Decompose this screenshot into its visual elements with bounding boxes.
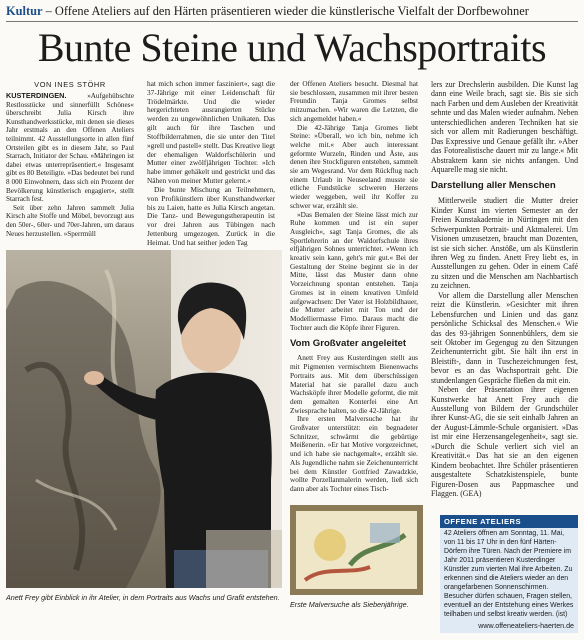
article-column-4 xyxy=(431,80,578,498)
paragraph: Die bunte Mischung an Teilnehmern, von Profikünstlern über Kunsthandwerker bis zu Laien, hatte es Julia Kirsch angetan. Die Tanz- und Bewegungstherapeutin ist vor drei Jahren aus Tübingen nach Jettenburg umgezogen. Zurück in die Heimat. Und hat seither jeden Tag xyxy=(147,184,275,247)
byline: VON INES STÖHR xyxy=(34,80,106,89)
article-column-1 xyxy=(6,92,134,238)
info-box-title: OFFENE ATELIERS xyxy=(440,515,578,528)
photo-caption-small: Erste Malversuche als Siebenjährige. xyxy=(290,600,409,609)
header-rule xyxy=(6,21,578,22)
paragraph: der Offenen Ateliers besucht. Diesmal hat sie beschlossen, zusammen mit ihrer besten Freundin Tanja Gromes selbst mitzumachen. »Wir waren die Letzten, die sich angemeldet haben.« xyxy=(290,80,418,123)
paragraph: Ihre ersten Malversuche hat ihr Großvater unterstützt: ein begnadeter Schnitzer, schwärmt die gebürtige Meißenerin. »Er hat Motive vorgezeichnet, und ich habe sie nachgemalt«, erzählt sie. Als Jugendliche nahm sie Zeichenunterricht bei dem Künstler Gottfried Zawadzkie, wollte Porzellanmalerin werden, ließ sich dann aber als Tochter eines Tisch- xyxy=(290,415,418,493)
subheading: Darstellung aller Menschen xyxy=(431,180,556,192)
section-header xyxy=(6,2,578,20)
info-box xyxy=(440,515,578,633)
article-column-2 xyxy=(147,80,275,248)
section-subtitle: – Offene Ateliers auf den Härten präsentieren wieder die künstlerische Vielfalt der Dorfbewohner xyxy=(45,4,529,18)
paragraph: »Das Bemalen der Steine lässt mich zur Ruhe kommen und ist ein super Ausgleich«, sagt Tanja Gromes, die als Sportlehrerin an der Waldorfschule ihres elfjährigen Sohnes unterrichtet. »Wenn ich kreativ sein kann, geht's mir gut.« Bei der Gestaltung der Steine beginnt sie in der Mitte, lässt das Muster dann ohne Vorzeichnung spontan entstehen. Tanja Gromes ist in einem kreativen Umfeld aufgewachsen: Der Vater ist Holzbildhauer, die Mutter arbeitet mit Ton und der Modelliermasse Fimo. Daraus macht die Tochter auch die Köpfe ihrer Figuren. xyxy=(290,210,418,332)
paragraph: Neben der Präsentation ihrer eigenen Kunstwerke hat Anett Frey auch die Ausstellung von Bildern der Grundschüler ihrer Kunst-AG, die sie seit einhalb Jahren an der August-Lämmle-Schule organisiert. »Das ist mir eine Herzensangelegenheit«, sagt sie. »Durch die Schule verliert sich viel an Kreativität.« Das hat sie an den eigenen Kindern beobachtet. Ihre Schüler präsentieren ausgestaltete Schatzkistenspiele, bunte Figuren-Dosen aus Pappmaschee und Flaggen. (GEA) xyxy=(431,385,578,498)
article-column-3 xyxy=(290,80,418,494)
paragraph: Vor allem die Darstellung aller Menschen reizt die Künstlerin. »Gesichter mit ihren Lebensfurchen und Linien und das ganz persönliche Schicksal des Menschen.« Wie das des 93-jährigen Sonnenbühlers, dem sie seit Oktober im Gegengug zu den Sitzungen Zeichenunterricht gibt. Sie hält ihn erst in Bleistift-, dann in Tuschezeichnungen fest, bevor es an das Wachsportrait geht. Die stundenlangen Gespräche fließen da mit ein. xyxy=(431,290,578,385)
artist-photo-illustration xyxy=(6,250,282,588)
paragraph: hat mich schon immer fasziniert«, sagt die 37-Jährige mit einer Leidenschaft für Trödelmärkte. Und die wieder hergerichteten ausrangierten Stücke werden zu ungewöhnlichen Unikaten. Das gilt auch für ihre Taschen und Stoffbilderrahmen, die sie unter den Titel »grell und pastell« stellt. Das Kreative liegt der ehemaligen Waldorfschülerin und Mutter einer zwölfjährigen Tochter. »Ich habe immer gehäkelt und gestrickt und das Nähen von meiner Mutter gelernt.« xyxy=(147,79,275,186)
paragraph-text: »Aufgehübschte Restlosstücke und sinnerfüllt Schönes« überschreibt Julia Kirsch ihre Kunsthandwerksstücke, mit denen sie dieses Jahr erstmals an den Offenen Ateliers teilnimmt. 42 Ausstellungsorte in allen fünf Ortsteilen gibt es in diesem Jahr, so Paul Starrach, Initiator der Schau. »Mähringen ist dabei etwas unterrepräsentiert.« Insgesamt gibt es 80 Beteiligte. »Das bedeutet bei rund 8 000 Einwohnern, dass sich ein Prozent der Bevölkerung künstlerisch engagiert«, stellt Starrach fest. xyxy=(6,92,134,204)
info-box-text: 42 Ateliers öffnen am Sonntag, 11. Mai, von 11 bis 17 Uhr in den fünf Härten-Dörfern ihre Türen. Nach der Premiere im Jahr 2011 präsentieren Kusterdinger Künstler zum vierten Mal ihre Arbeiten. Zu erkennen sind die Ateliers wieder an den orangefarbenen Sonnenschirmen. Besucher dürfen schauen, Fragen stellen, eventuell an der Entstehung eines Werkes teilhaben und selbst kreativ werden. (ist) xyxy=(444,530,574,618)
section-category: Kultur xyxy=(6,4,43,18)
childhood-drawing-illustration xyxy=(290,505,423,595)
photo-caption: Anett Frey gibt Einblick in ihr Atelier, in dem Portraits aus Wachs und Grafit entstehen. xyxy=(6,593,280,602)
paragraph: lers zur Drechslerin ausbilden. Die Kunst lag dann eine Weile brach, sagt sie. Bis sie sich nach Farben und dem Ausleben der Kreativität sehnte und das Malen wieder aufnahm. Neben unterschiedlichen anderen Techniken hat sie sich vor allem mit Radierungen beschäftigt. Das Expressive und Genaue gefällt ihr. »Aber das Fotorealistische dauert mir zu lange.« Mit Abstraktem kann sie nichts anfangen. Und Aquarelle mag sie nicht. xyxy=(431,80,578,174)
article-headline: Bunte Steine und Wachsportraits xyxy=(37,25,547,70)
childhood-drawing-photo xyxy=(290,505,423,595)
paragraph xyxy=(6,92,134,204)
paragraph: Mittlerweile studiert die Mutter dreier Kinder Kunst im vierten Semester an der Freien Kunstakademie in Nürtingen mit den Schwerpunkten Portrait- und Aktmalerei. Um Visionen umzusetzen, braucht man Dozenten, ist sie sich sicher. Anstöße, um als Künstlerin ihren Weg zu finden. Anett Frey liebt es, in Ausstellungen zu gehen. Oder in einem Café zu sitzen und die Menschen am Nachbartisch zu zeichnen. xyxy=(431,196,578,291)
paragraph: Anett Frey aus Kusterdingen stellt aus mit Pigmenten vermischtem Bienenwachs Portraits aus. Mit dem überschüssigen Material hat sie parallel dazu auch Wachsköpfe ihrer Modelle geformt, die mit dem gemalten Konterfei eine Art Zwiesprache halten, so die 42-Jährige. xyxy=(290,354,418,415)
info-box-link[interactable]: www.offeneateliers-haerten.de xyxy=(478,622,574,630)
main-photo xyxy=(6,250,282,588)
dateline: KUSTERDINGEN. xyxy=(6,91,67,100)
paragraph: Die 42-Jährige Tanja Gromes liebt Steine: »Überall, wo ich bin, nehme ich welche mit.« Aber auch interessant geformte Wurzeln, Rinden und Äste, aus denen ihre Stockfiguren entstehen, sammelt sie am Wegesrand. Vor dem Rückflug nach einem Urlaub in Neuseeland musste sie etliche Fundstücke schweren Herzens wieder weggeben, weil ihr Koffer zu schwer war, erzählt sie. xyxy=(290,123,418,210)
subheading: Vom Großvater angeleitet xyxy=(290,338,407,350)
paragraph: Seit über zehn Jahren sammelt Julia Kirsch alte Stoffe und Möbel, bevorzugt aus den 50er-, 60er- und 70er-Jahren, um daraus Neues herzustellen. »Sperrmüll xyxy=(6,203,134,238)
